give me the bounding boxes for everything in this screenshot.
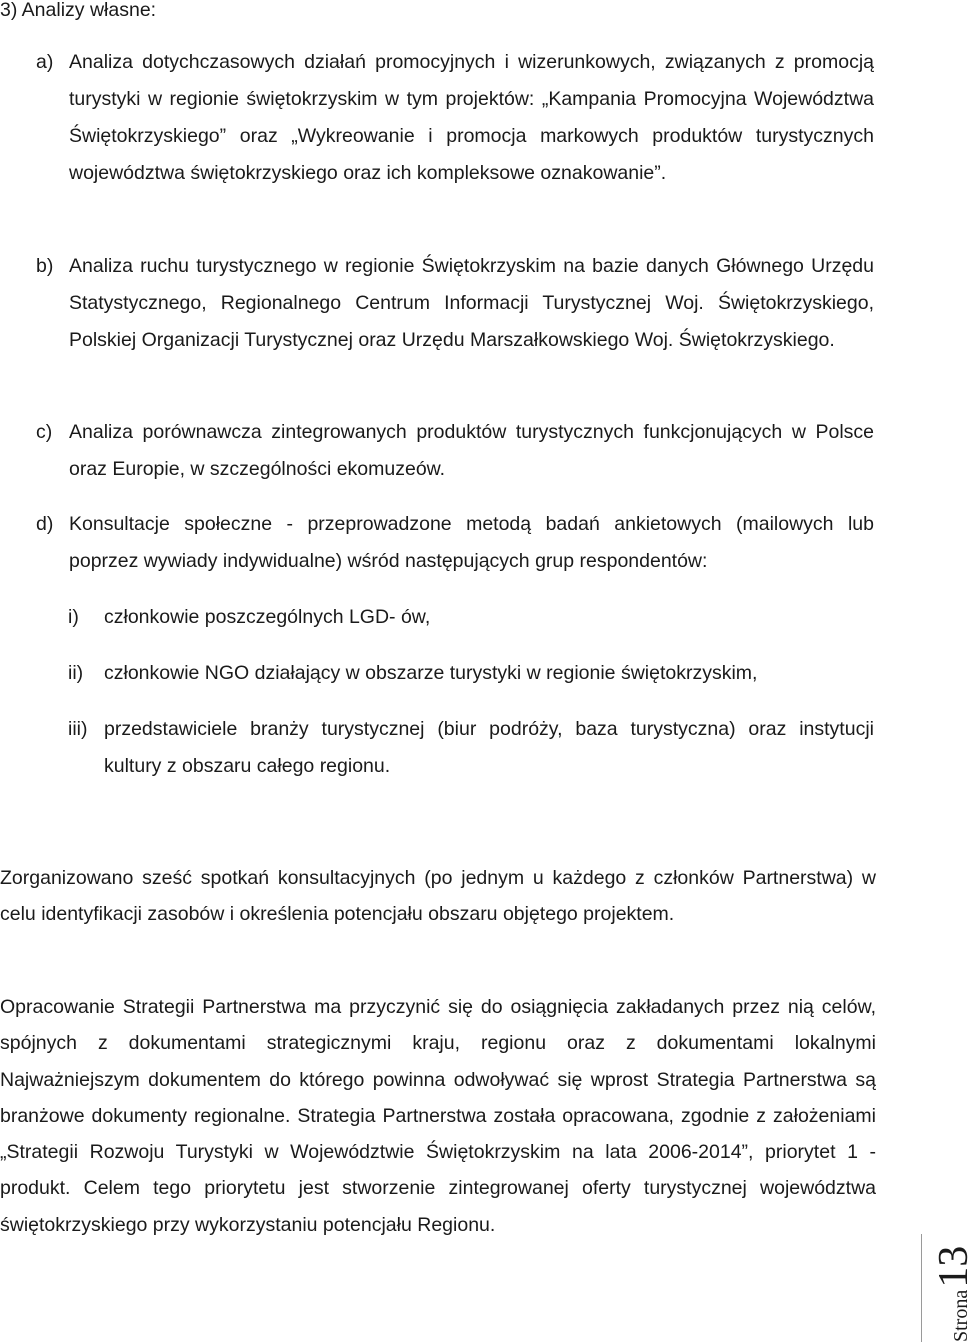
sublist-marker: ii): [68, 662, 84, 684]
list-item-c: [36, 414, 874, 488]
list-item-text: Analiza ruchu turystycznego w regionie Świętokrzyskim na bazie danych Głównego Urzędu Statystycznego, Regionalnego Centrum Informacji Turystycznej Woj. Świętokrzyskiego, Polskiej Organizacji Turystycznej oraz Urzędu Marszałkowskiego Woj. Świętokrzyskiego.: [69, 255, 874, 351]
paragraph-strategy: Opracowanie Strategii Partnerstwa ma przyczynić się do osiągnięcia zakładanych przez nią celów, spójnych z dokumentami strategicznymi kraju, regionu oraz z dokumentami lokalnymi Najważniejszym dokumentem do którego powinna odwoływać się wprost Strategia Partnerstwa są branżowe dokumenty regionalne. Strategia Partnerstwa została opracowana, zgodnie z założeniami „Strategii Rozwoju Turystyki w Województwie Świętokrzyskim na lata 2006-2014”, priorytet 1 - produkt. Celem tego priorytetu jest stworzenie zintegrowanej oferty turystycznej województwa świętokrzyskiego przy wykorzystaniu potencjału Regionu.: [0, 996, 876, 1236]
page-footer: [924, 1232, 977, 1342]
list-item-text: Konsultacje społeczne - przeprowadzone metodą badań ankietowych (mailowych lub poprzez wywiady indywidualne) wśród następujących grup respondentów:: [69, 513, 874, 572]
sublist-item-iii: [68, 711, 874, 785]
sublist-item-text: członkowie NGO działający w obszarze turystyki w regionie świętokrzyskim,: [104, 662, 758, 684]
sublist-marker: iii): [68, 718, 88, 740]
sublist-item-i: [68, 599, 874, 636]
list-marker: a): [36, 51, 54, 73]
sublist-marker: i): [68, 606, 79, 628]
sublist-item-text: członkowie poszczególnych LGD- ów,: [104, 606, 431, 628]
list-item-text: Analiza dotychczasowych działań promocyjnych i wizerunkowych, związanych z promocją turystyki w regionie świętokrzyskim w tym projektów: „Kampania Promocyjna Województwa Świętokrzyskiego” oraz „Wykreowanie i promocja markowych produktów turystycznych województwa świętokrzyskiego oraz ich kompleksowe oznakowanie”.: [69, 51, 874, 184]
list-marker: c): [36, 421, 53, 443]
section-heading: 3) Analizy własne:: [0, 0, 157, 21]
page-number: 13: [931, 1245, 977, 1288]
list-marker: d): [36, 513, 54, 535]
list-item-d: [36, 506, 874, 580]
footer-divider: [921, 1234, 922, 1342]
sublist-item-text: przedstawiciele branży turystycznej (biur podróży, baza turystyczna) oraz instytucji kultury z obszaru całego regionu.: [104, 718, 874, 777]
footer-label: Strona: [950, 1289, 972, 1342]
list-marker: b): [36, 255, 54, 277]
paragraph-consultations: Zorganizowano sześć spotkań konsultacyjnych (po jednym u każdego z członków Partnerstwa) w celu identyfikacji zasobów i określenia potencjału obszaru objętego projektem.: [0, 867, 876, 926]
list-item-b: [36, 248, 874, 359]
list-item-text: Analiza porównawcza zintegrowanych produktów turystycznych funkcjonujących w Polsce oraz Europie, w szczególności ekomuzeów.: [69, 421, 874, 480]
sublist-item-ii: [68, 655, 874, 692]
list-item-a: [36, 44, 874, 192]
